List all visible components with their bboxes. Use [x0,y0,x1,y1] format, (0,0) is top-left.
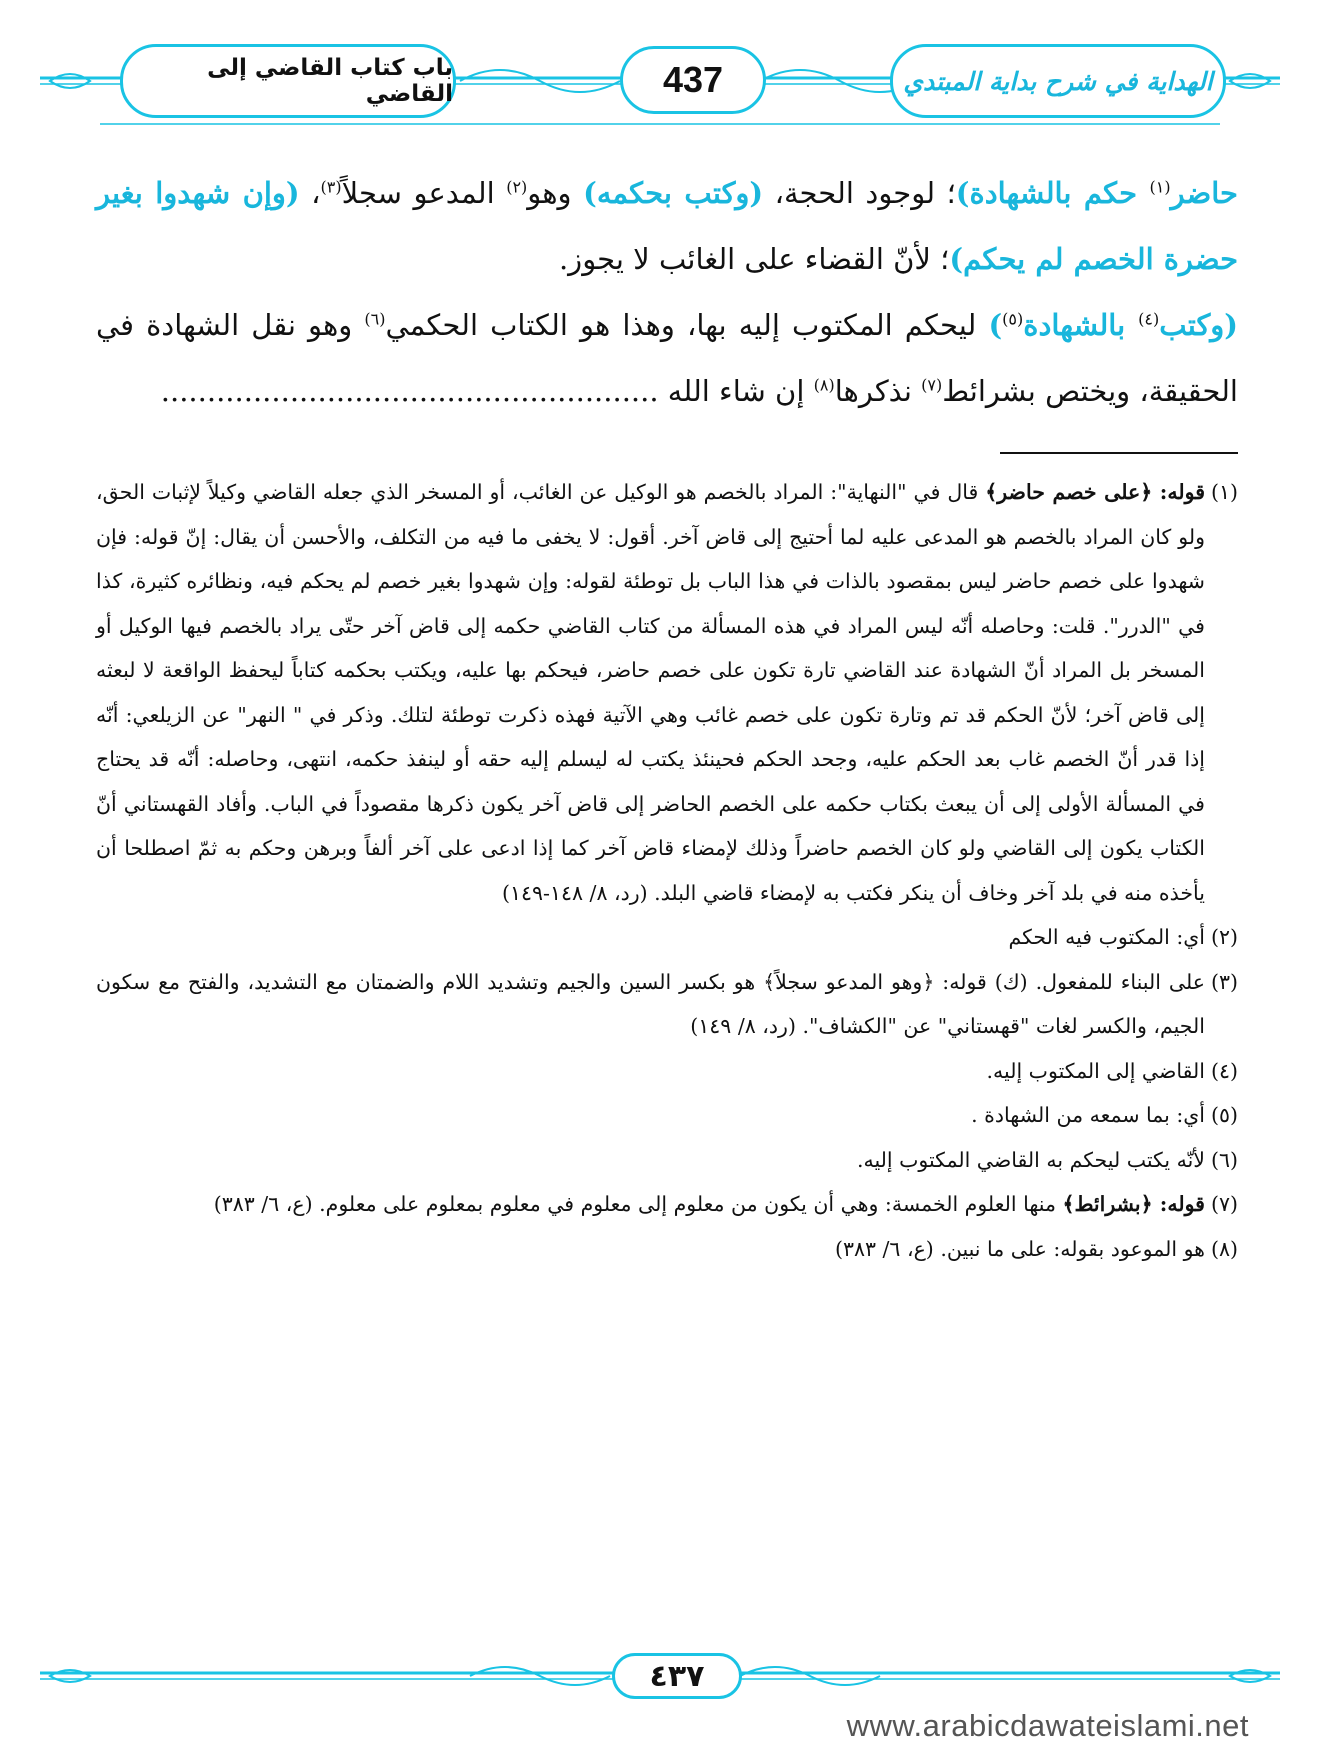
footnote-lead: قوله: ﴿على خصم حاضر﴾ [985,480,1205,504]
main-text [96,160,1238,424]
footnote-text [96,470,1205,915]
book-title-badge [890,44,1226,118]
commentary-text: ، [299,176,321,210]
matn-text: (وكتب بحكمه) [583,176,764,210]
footnote-body: القاضي إلى المكتوب إليه. [986,1058,1205,1083]
matn-text: حكم بالشهادة) [955,176,1150,210]
footnote-body: لأنّه يكتب ليحكم به القاضي المكتوب إليه. [856,1147,1205,1172]
footnote-ref: (٦) [364,309,386,329]
footnote-body: أي: بما سمعه من الشهادة . [971,1103,1205,1127]
commentary-text: ؛ لوجود الحجة، [763,176,956,210]
matn-text: بالشهادة [1023,308,1139,342]
footnote-1 [96,470,1238,915]
commentary-text: إن شاء الله [667,374,814,408]
commentary-text: وهو [527,176,584,210]
chapter-title: باب كتاب القاضي إلى القاضي [207,55,453,107]
book-title: الهداية في شرح بداية المبتدي [903,66,1213,96]
page-number: 437 [662,59,724,100]
footnote-body: هو الموعود بقوله: على ما نبين. (ع، ٦/ ٣٨٣) [834,1236,1205,1261]
footnote-body: على البناء للمفعول. (ك) قوله: ﴿وهو المدعو سجلاً﴾ هو بكسر السين والجيم وتشديد اللام والضمتان مع التشديد، والفتح مع سكون الجيم، والكسر لغات "قهستاني" عن "الكشاف". (رد، ٨/ ١٤٩) [96,969,1205,1038]
chapter-title-badge [120,44,456,118]
footnote-body: منها العلوم الخمسة: وهي أن يكون من معلوم إلى معلوم في معلوم بمعلوم على معلوم. (ع، ٦/ ٣٨٣) [213,1192,1063,1216]
commentary-text: وهو نقل الشهادة في الحقيقة، ويختص بشرائط [96,308,1238,408]
footnote-number: (٨) [1210,1236,1238,1261]
footnote-ref: (٣) [320,177,342,197]
footnote-number: (٦) [1210,1147,1238,1172]
footnote-number: (١) [1210,480,1238,504]
footer-page-number: ٤٣٧ [612,1653,742,1699]
footnote-ref: (١) [1149,177,1171,197]
footnote-number: (٤) [1210,1058,1238,1083]
footnote-ref: (٥) [1002,309,1024,329]
commentary-text: ليحكم المكتوب إليه بها، وهذا هو الكتاب الحكمي [385,308,989,342]
continuation-dots: ...................................................... [160,374,668,408]
footnote-number: (٧) [1210,1192,1238,1216]
footnote-number: (٥) [1210,1103,1238,1127]
footnotes [96,470,1238,1271]
commentary-text: ؛ لأنّ القضاء على الغائب لا يجوز. [558,242,950,276]
footnote-3 [96,960,1238,1049]
footnote-separator [1000,452,1238,454]
matn-text: (وكتب [1159,308,1238,342]
page-header [40,38,1280,128]
page-number-badge [620,46,766,114]
commentary-text: نذكرها [834,374,922,408]
commentary-text: المدعو سجلاً [341,176,507,210]
footnote-8 [96,1227,1238,1272]
matn-text: ) [988,308,1003,342]
footnote-ref: (٢) [506,177,528,197]
page-footer [40,1647,1280,1703]
footnote-6 [96,1138,1238,1183]
website-link[interactable]: www.arabicdawateislami.net [846,1708,1249,1743]
main-paragraph-2 [96,292,1238,424]
footnote-2 [96,915,1238,960]
footnote-body: أي: المكتوب فيه الحكم [1008,925,1205,949]
footnote-ref: (٨) [813,375,835,395]
footnote-body: قال في "النهاية": المراد بالخصم هو الوكيل عن الغائب، أو المسخر الذي جعله القاضي وكيلاً لإثبات الحق، ولو كان المراد بالخصم هو المدعى عليه لما أحتيج إلى قاض آخر. أقول: لا يخفى ما فيه من التكلف، والأحسن أن يقال: إنّ قوله: فإن شهدوا على خصم حاضر ليس بمقصود بالذات في هذا الباب بل توطئة لقوله: وإن شهدوا بغير خصم لم يحكم فيه، ونظائره كثيرة، كذا في "الدرر". قلت: وحاصله أنّه ليس المراد في هذه المسألة من كتاب القاضي حكمه إلى قاض آخر حتّى يراد بالخصم فيها الوكيل أو المسخر بل المراد أنّ الشهادة عند القاضي تارة تكون على خصم حاضر، فيحكم بها عليه، ويكتب بحكمه كتاباً ليحفظ الواقعة لا لبعثه إلى قاض آخر؛ لأنّ الحكم قد تم وتارة تكون على خصم غائب وهي الآتية فهذه ذكرت توطئة لتلك. وذكر في " النهر" عن الزيلعي: أنّه إذا قدر أنّ الخصم غاب بعد الحكم عليه، وجحد الحكم فحينئذ يكتب له ليسلم إليه حقه أو لينفذ حكمه، انتهى، وحاصله: أنّه قد يحتاج في المسألة الأولى إلى أن يبعث بكتاب حكمه على الخصم الحاضر إلى قاض آخر يكون ذكرها مقصوداً في الباب. وأفاد القهستاني أنّ الكتاب يكون إلى القاضي ولو كان الخصم حاضراً وذلك لإمضاء قاض آخر كما إذا ادعى على آخر ألفاً وبرهن وحكم به ثمّ اصطلحا أن يأخذه منه في بلد آخر وخاف أن ينكر فكتب به لإمضاء قاضي البلد. (رد، ٨/ ١٤٨-١٤٩) [96,480,1205,905]
footnote-7 [96,1182,1238,1227]
footnote-4 [96,1049,1238,1094]
footnote-number: (٢) [1210,925,1238,949]
footnote-lead: قوله: ﴿بشرائط﴾ [1062,1192,1205,1216]
footnote-number: (٣) [1210,969,1238,994]
matn-text: حاضر [1170,176,1238,210]
footnote-ref: (٤) [1138,309,1160,329]
matn-text: (وإن شهدوا بغير حضرة الخصم لم يحكم) [96,176,1238,276]
footnote-ref: (٧) [921,375,943,395]
footnote-text [96,1182,1205,1227]
main-paragraph-1 [96,160,1238,292]
footnote-5 [96,1093,1238,1138]
